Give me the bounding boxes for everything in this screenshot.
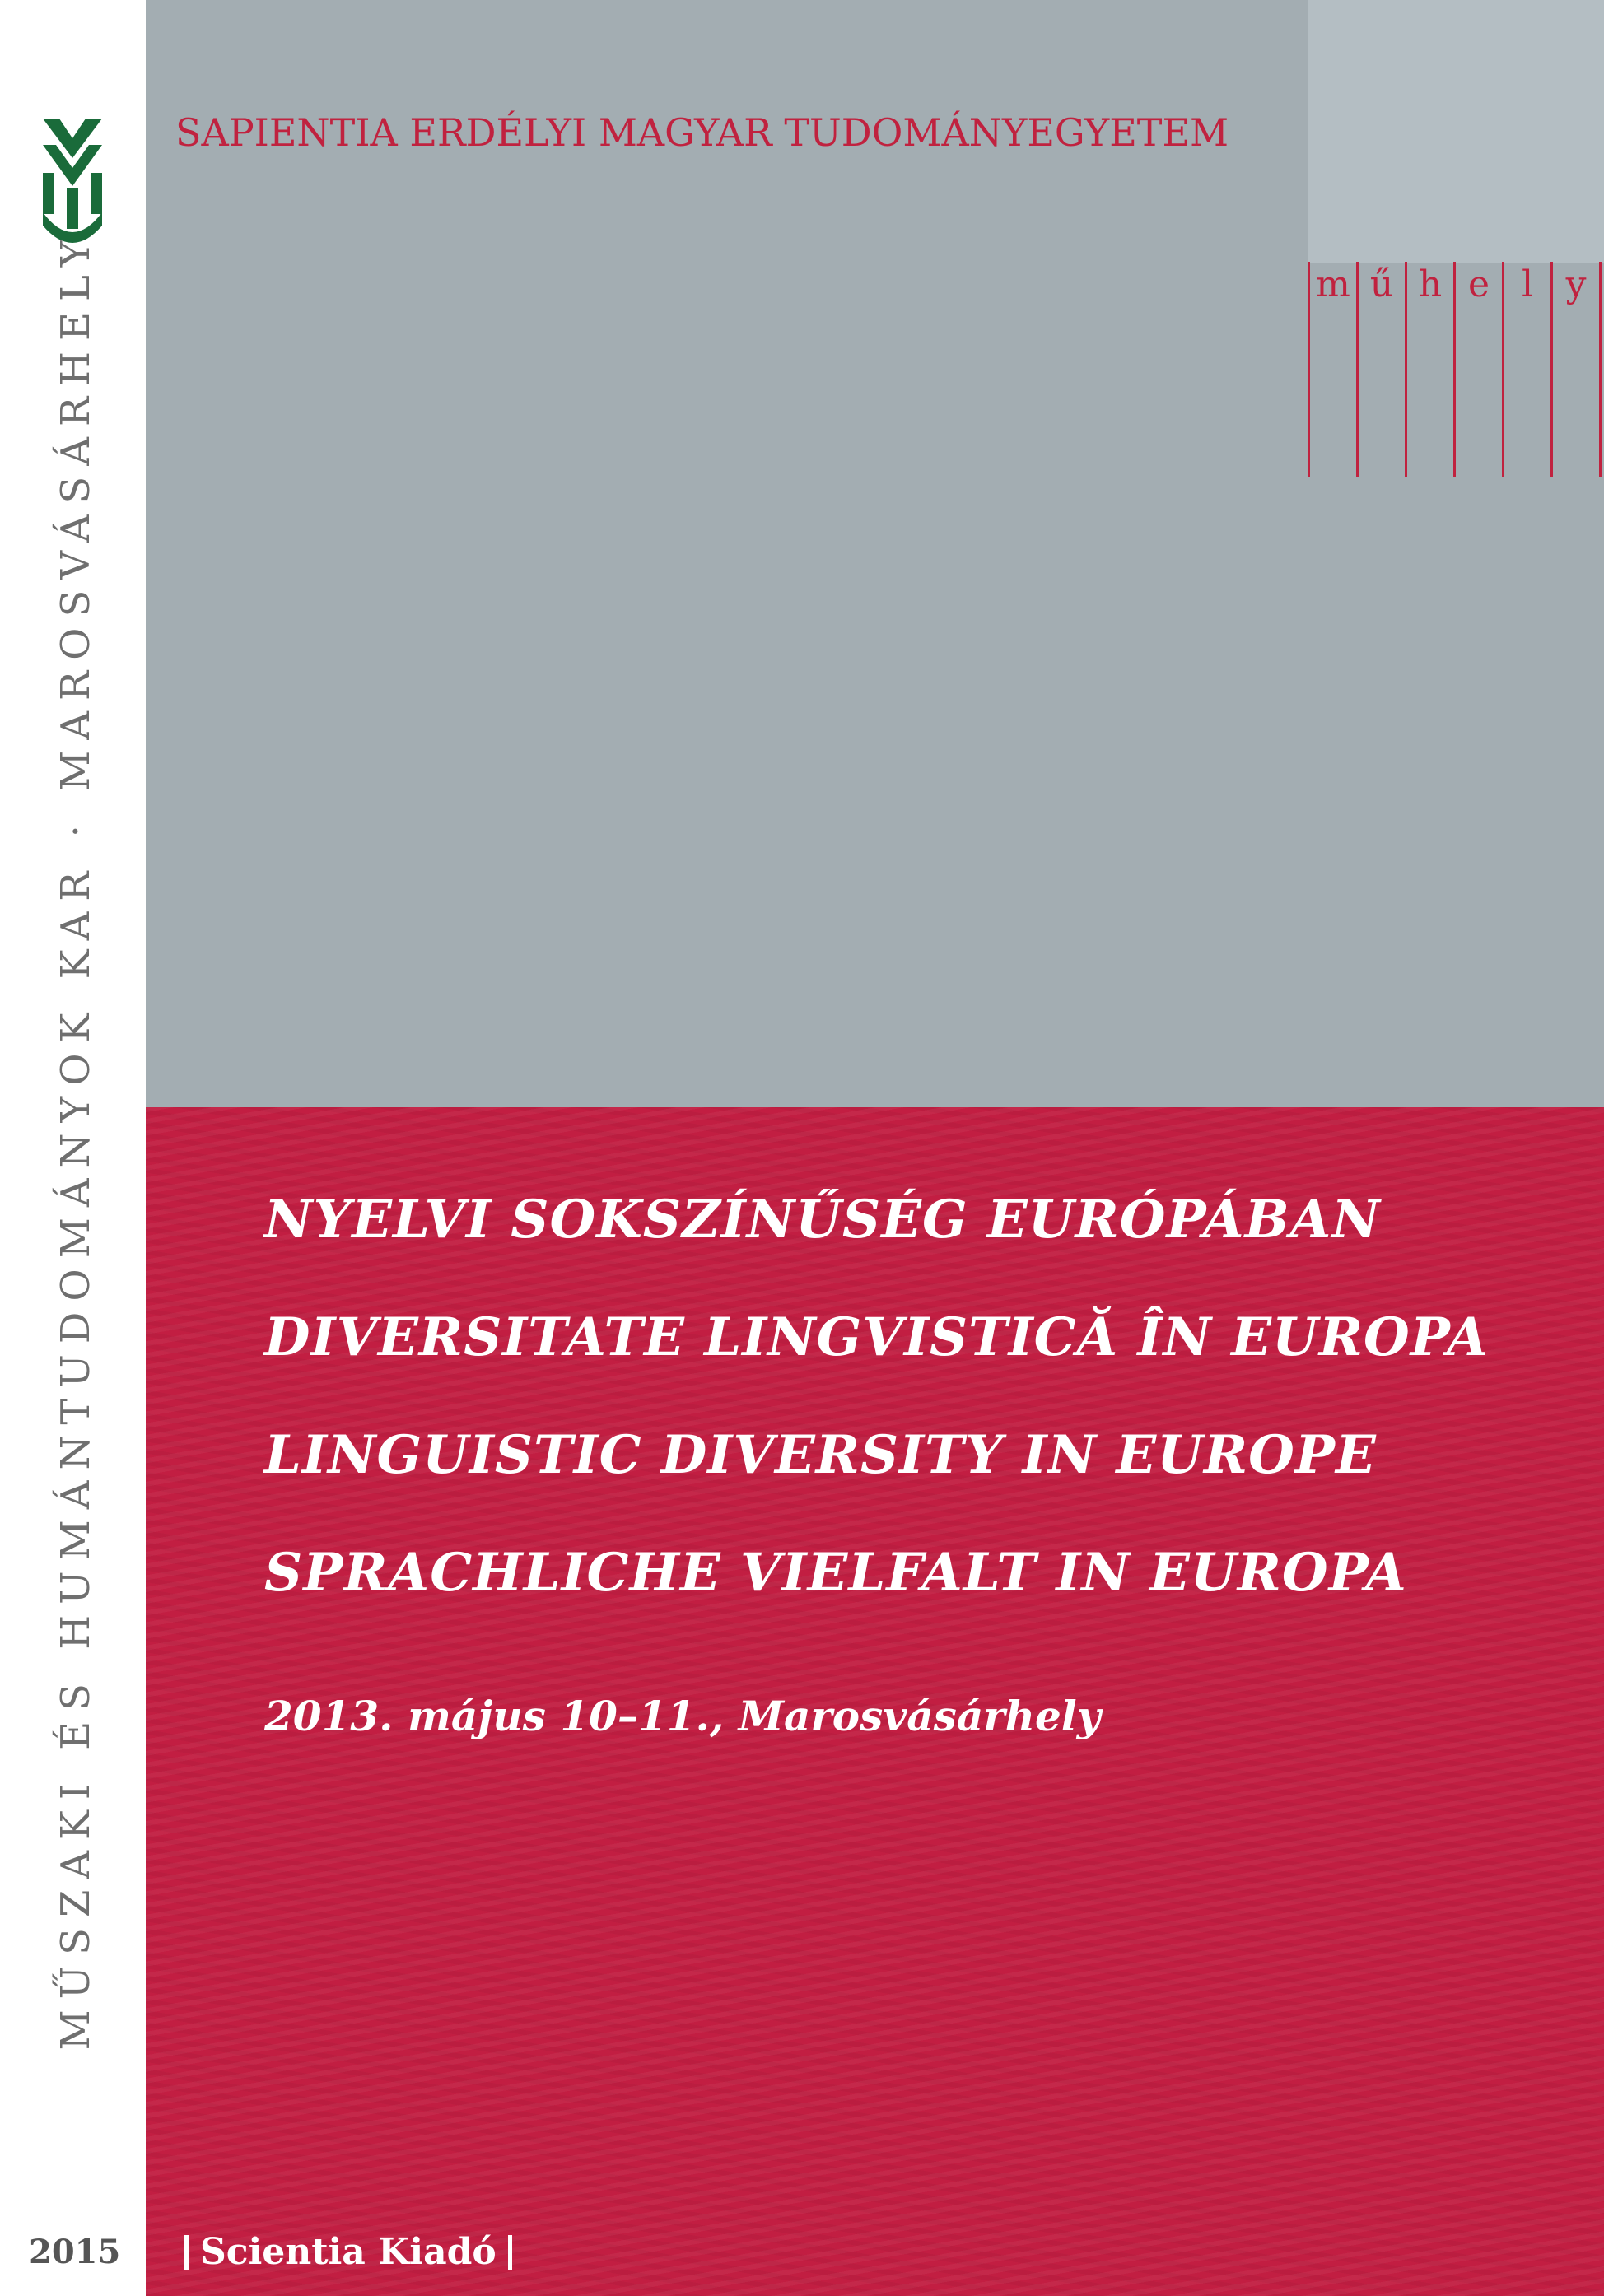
grey-light-block — [1308, 0, 1604, 263]
title-german: SPRACHLICHE VIELFALT IN EUROPA — [264, 1542, 1407, 1604]
title-romanian: DIVERSITATE LINGVISTICĂ ÎN EUROPA — [264, 1306, 1489, 1368]
faculty-vertical-label: MŰSZAKI ÉS HUMÁNTUDOMÁNYOK KAR · MAROSVÁSÁRHELY — [53, 230, 99, 2051]
muhely-letter: ű — [1369, 263, 1394, 305]
muhely-letter: y — [1565, 263, 1587, 305]
sapientia-logo-icon — [40, 115, 105, 247]
muhely-series-mark — [1308, 262, 1604, 477]
publisher-bar-left — [184, 2235, 189, 2270]
title-hungarian: NYELVI SOKSZÍNŰSÉG EURÓPÁBAN — [264, 1189, 1381, 1250]
muhely-divider — [1599, 262, 1602, 477]
publisher-mark — [173, 2231, 524, 2273]
title-english: LINGUISTIC DIVERSITY IN EUROPE — [264, 1424, 1377, 1486]
title-block — [264, 1161, 1489, 1632]
publication-year: 2015 — [29, 2233, 121, 2271]
publisher-bar-right — [508, 2235, 512, 2270]
left-sidebar — [0, 0, 146, 2296]
university-name: SAPIENTIA ERDÉLYI MAGYAR TUDOMÁNYEGYETEM — [175, 110, 1229, 155]
muhely-letter: m — [1316, 263, 1350, 305]
conference-date-place: 2013. május 10–11., Marosvásárhely — [264, 1692, 1101, 1740]
publisher-name: Scientia Kiadó — [200, 2231, 497, 2273]
muhely-letter: e — [1467, 263, 1490, 305]
muhely-letter: h — [1418, 263, 1443, 305]
muhely-letter: l — [1521, 263, 1534, 305]
